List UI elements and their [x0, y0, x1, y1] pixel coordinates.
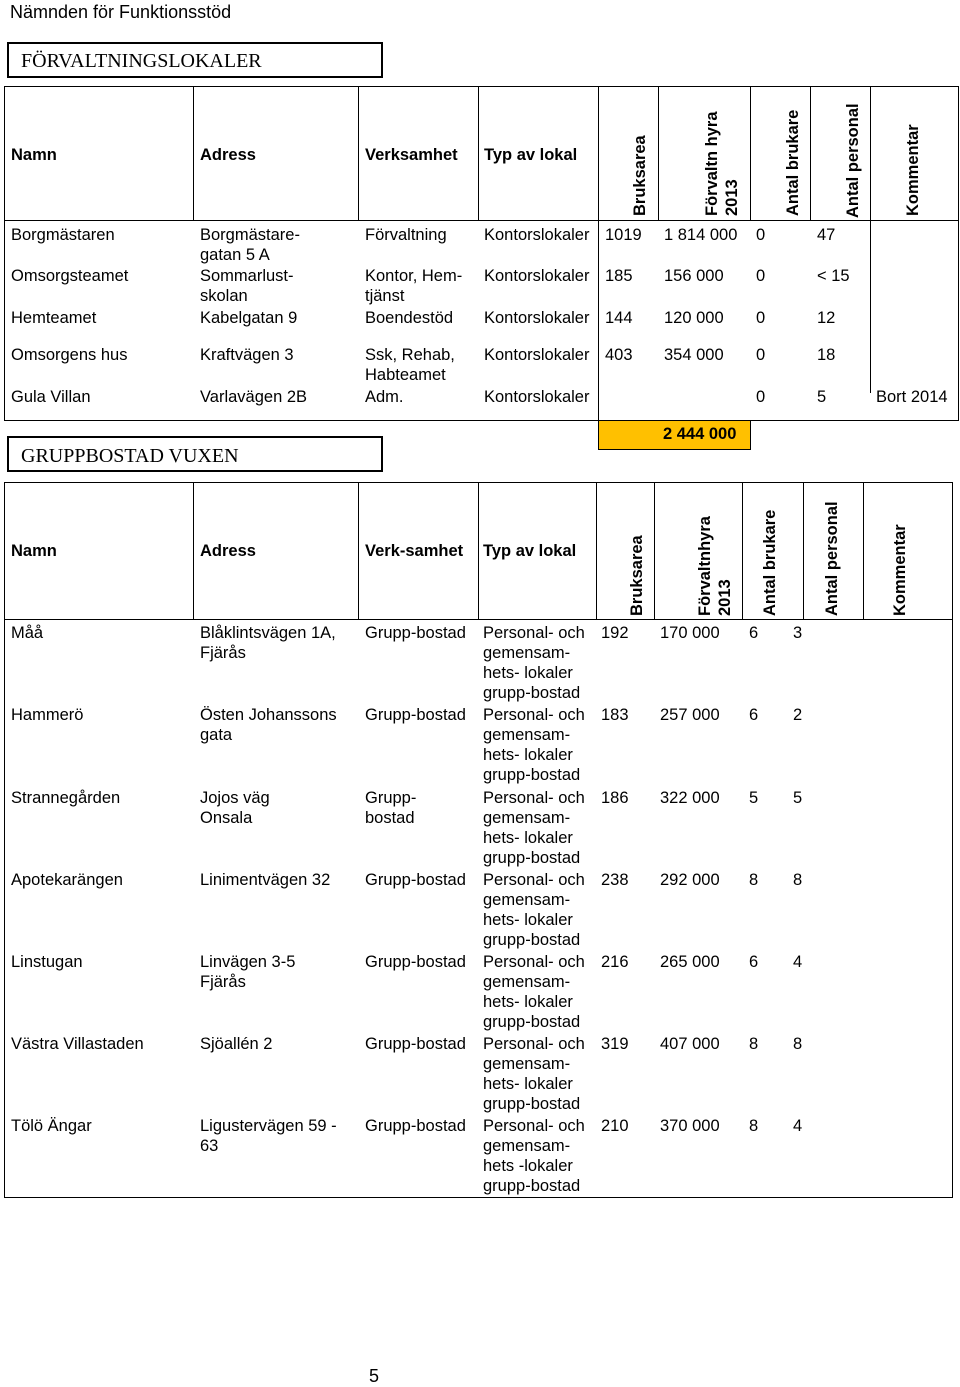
header-bruksarea: Bruksarea	[628, 535, 646, 616]
header-adress: Adress	[200, 146, 256, 164]
header-antal-personal: Antal personal	[844, 103, 862, 218]
header-forvaltnhyra-year: 2013	[716, 579, 734, 616]
total-hyra-value: 2 444 000	[663, 425, 737, 443]
header-bruksarea: Bruksarea	[631, 135, 649, 216]
header-verksamhet: Verksamhet	[365, 146, 458, 164]
section-title-text: GRUPPBOSTAD VUXEN	[21, 445, 239, 467]
section-title-gruppbostad-vuxen	[7, 436, 383, 472]
header-forvaltn-hyra: Förvaltn hyra	[703, 111, 721, 216]
total-hyra-box	[598, 420, 751, 450]
section-title-forvaltningslokaler	[7, 42, 383, 78]
header-adress: Adress	[200, 542, 256, 560]
header-kommentar: Kommentar	[904, 124, 922, 216]
header-forvaltnhyra: Förvaltnhyra	[696, 516, 714, 616]
header-verksamhet: Verk-samhet	[365, 542, 464, 560]
header-forvaltn-hyra-year: 2013	[723, 179, 741, 216]
section-title-text: FÖRVALTNINGSLOKALER	[21, 50, 262, 72]
page-title: Nämnden för Funktionsstöd	[10, 2, 232, 22]
header-namn: Namn	[11, 542, 57, 560]
header-namn: Namn	[11, 146, 57, 164]
page-number: 5	[369, 1366, 380, 1386]
header-typ-av-lokal: Typ av lokal	[484, 146, 578, 164]
header-antal-personal: Antal personal	[823, 501, 841, 616]
header-typ-av-lokal: Typ av lokal	[483, 542, 577, 560]
header-antal-brukare: Antal brukare	[784, 109, 802, 216]
header-antal-brukare: Antal brukare	[761, 509, 779, 616]
header-kommentar: Kommentar	[891, 524, 909, 616]
